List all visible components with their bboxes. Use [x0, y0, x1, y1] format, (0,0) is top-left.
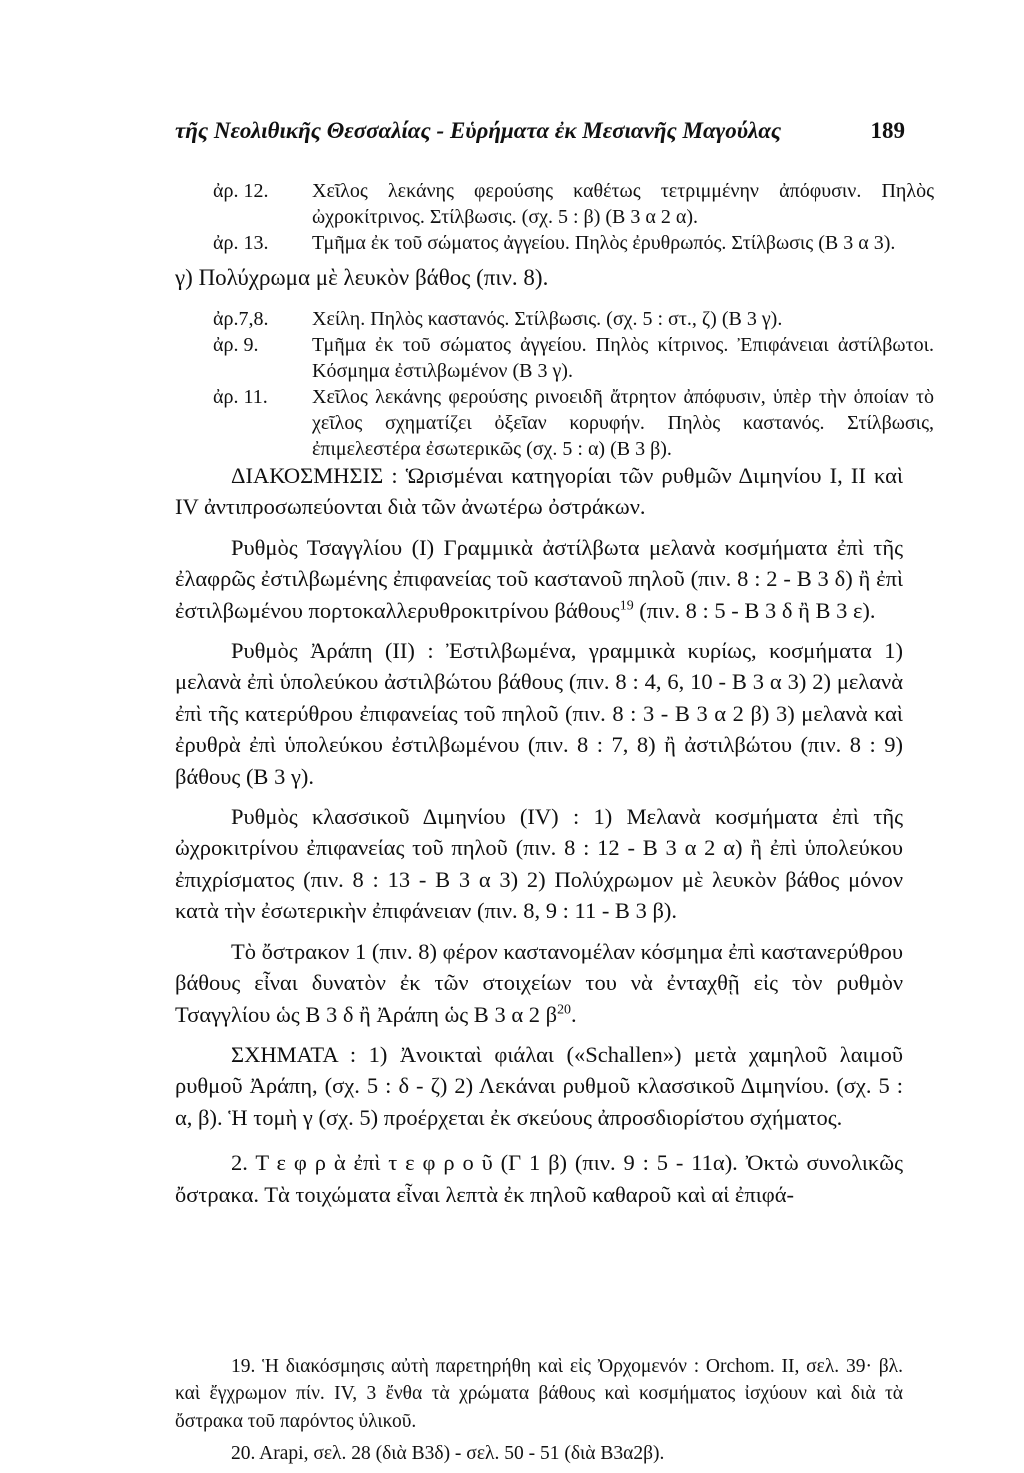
entry-text: Χείλη. Πηλὸς καστανός. Στίλβωσις. (σχ. 5 : στ., ζ) (Β 3 γ).: [312, 308, 783, 330]
footnote-19: 19. Ἡ διακόσμησις αὐτὴ παρετηρήθη καὶ εἰς Ὀρχομενόν : Orchom. II, σελ. 39· βλ. καὶ ἔγχρωμον πίν. IV, 3 ἔνθα τὰ χρώματα βάθους καὶ κοσμήματος ἰσχύουν καὶ διὰ τὰ ὄστρακα τοῦ παρόντος ὑλικοῦ.: [175, 1356, 903, 1432]
entry-number: ἀρ. 13.: [213, 232, 269, 254]
paragraph-text: (πιν. 8 : 5 - Β 3 δ ἢ Β 3 ε).: [633, 597, 876, 623]
entry-number: ἀρ. 11.: [213, 386, 268, 408]
paragraph-text: .: [571, 1001, 577, 1027]
entry-number: ἀρ. 9.: [213, 334, 259, 356]
paragraph-grey-ware: 2. Τ ε φ ρ ὰ ἐπὶ τ ε φ ρ ο ῦ (Γ 1 β) (πιν. 9 : 5 - 11α). Ὀκτὼ συνολικῶς ὄστρακα. Τὰ τοιχώματα εἶναι λεπτὰ ἐκ πηλοῦ καθαροῦ καὶ αἱ ἐπιφά-: [175, 1150, 903, 1207]
paragraph-sherd: [175, 936, 903, 1030]
footnote-20: 20. Arapi, σελ. 28 (διὰ Β3δ) - σελ. 50 - 51 (διὰ Β3α2β).: [231, 1443, 665, 1465]
entry-text: Τμῆμα ἐκ τοῦ σώματος ἀγγείου. Πηλὸς ἐρυθρωπός. Στίλβωσις (Β 3 α 3).: [312, 232, 896, 254]
running-head: [175, 118, 905, 154]
footnotes: [175, 1353, 903, 1473]
entry-text: Χεῖλος λεκάνης φερούσης ρινοειδῆ ἄτρητον ἀπόφυσιν, ὑπὲρ τὴν ὁποίαν τὸ χεῖλος σχηματίζει ὀξεῖαν κορυφήν. Πηλὸς καστανός. Στίλβωσις, ἐπιμελεστέρα ἐσωτερικῶς (σχ. 5 : α) (Β 3 β).: [312, 386, 934, 460]
footnote-ref: 19: [619, 598, 634, 614]
paragraph-text: Τὸ ὄστρακον 1 (πιν. 8) φέρον καστανομέλαν κόσμημα ἐπὶ καστανερύθρου βάθους εἶναι δυνατὸν ἐκ τῶν στοιχείων του νὰ ἐνταχθῇ εἰς τὸν ρυθμὸν Τσαγγλίου ὡς Β 3 δ ἢ Ἀράπη ὡς Β 3 α 2 β: [175, 938, 903, 1027]
body-text: [175, 460, 903, 1219]
paragraph-arapi: Ρυθμὸς Ἀράπη (ΙΙ) : Ἐστιλβωμένα, γραμμικὰ κυρίως, κοσμήματα 1) μελανὰ ἐπὶ ὑπολεύκου ἀστιλβώτου βάθους (πιν. 8 : 4, 6, 10 - Β 3 α 3) 2) μελανὰ ἐπὶ τῆς κατερύθρου ἐπιφανείας τοῦ πηλοῦ (πιν. 8 : 3 - Β 3 α 2 β) 3) μελανὰ καὶ ἐρυθρὰ ἐπὶ ὑπολεύκου ἐστιλβωμένου (πιν. 8 : 7, 8) ἢ ἀστιλβώτου (πιν. 8 : 9) βάθους (Β 3 γ).: [175, 638, 903, 789]
entry-number: ἀρ.7,8.: [213, 308, 269, 330]
entry-text: Χεῖλος λεκάνης φερούσης καθέτως τετριμμένην ἀπόφυσιν. Πηλὸς ὠχροκίτρινος. Στίλβωσις. (σχ. 5 : β) (Β 3 α 2 α).: [312, 180, 934, 228]
paragraph-tsangli: [175, 532, 903, 626]
paragraph-text: Ρυθμὸς Τσαγγλίου (Ι) Γραμμικὰ ἀστίλβωτα μελανὰ κοσμήματα ἐπὶ τῆς ἐλαφρῶς ἐστιλβωμένης ἐπιφανείας τοῦ καστανοῦ πηλοῦ (πιν. 8 : 2 - Β 3 δ) ἢ ἐπὶ ἐστιλβωμένου πορτοκαλλερυθροκιτρίνου βάθους: [175, 534, 903, 623]
subheading: γ) Πολύχρωμα μὲ λευκὸν βάθος (πιν. 8).: [175, 265, 549, 290]
entry-number: ἀρ. 12.: [213, 180, 269, 202]
paragraph-shapes: ΣΧΗΜΑΤΑ : 1) Ἀνοικταὶ φιάλαι («Schallen») μετὰ χαμηλοῦ λαιμοῦ ρυθμοῦ Ἀράπη, (σχ. 5 : δ - ζ) 2) Λεκάναι ρυθμοῦ κλασσικοῦ Διμηνίου. (σχ. 5 : α, β). Ἡ τομὴ γ (σχ. 5) προέρχεται ἐκ σκεύους ἀπροσδιορίστου σχήματος.: [175, 1041, 903, 1130]
paragraph-decoration: ΔΙΑΚΟΣΜΗΣΙΣ : Ὡρισμέναι κατηγορίαι τῶν ρυθμῶν Διμηνίου Ι, ΙΙ καὶ ΙV ἀντιπροσωπεύονται διὰ τῶν ἀνωτέρω ὀστράκων.: [175, 463, 903, 520]
paragraph-dimini: Ρυθμὸς κλασσικοῦ Διμηνίου (ΙV) : 1) Μελανὰ κοσμήματα ἐπὶ τῆς ὠχροκιτρίνου ἐπιφανείας τοῦ πηλοῦ (πιν. 8 : 12 - Β 3 α 2 α) ἢ ἐπὶ ὑπολεύκου ἐπιχρίσματος (πιν. 8 : 13 - Β 3 α 3) 2) Πολύχρωμον μὲ λευκὸν βάθος μόνον κατὰ τὴν ἐσωτερικὴν ἐπιφάνειαν (πιν. 8, 9 : 11 - Β 3 β).: [175, 804, 903, 924]
footnote-ref: 20: [557, 1002, 571, 1017]
entry-text: Τμῆμα ἐκ τοῦ σώματος ἀγγείου. Πηλὸς κίτρινος. Ἐπιφάνειαι ἀστίλβωτοι. Κόσμημα ἐστιλβωμένον (Β 3 γ).: [312, 334, 934, 382]
running-title: τῆς Νεολιθικῆς Θεσσαλίας - Εὑρήματα ἐκ Μεσιανῆς Μαγούλας: [175, 118, 782, 143]
page-number: 189: [870, 118, 905, 143]
